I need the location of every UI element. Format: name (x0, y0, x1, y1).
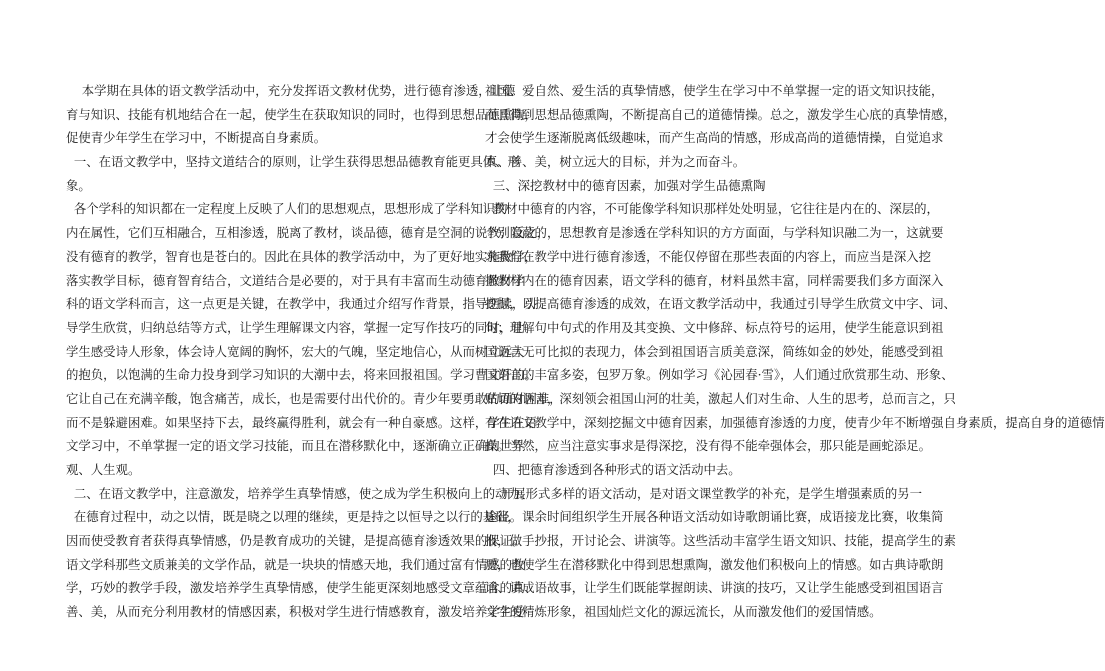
text-line: 挖掘，以提高德育渗透的成效，在语文教学活动中，我通过引导学生欣赏文中字、词、 (485, 296, 956, 312)
text-line: 文字的精炼形象，祖国灿烂文化的源远流长，从而激发他们的爱国情感。 (485, 604, 882, 620)
text-line: 本学期在具体的语文教学活动中，充分发挥语文教材优势，进行德育渗透，让德 (66, 83, 516, 98)
text-line: 个别隐蔽的，思想教育是渗透在学科知识的方方面面，与学科知识融二为一，这就要 (485, 225, 944, 241)
text-line: 求我们在教学中进行德育渗透，不能仅停留在那些表面的内容上，而应当是深入挖 (485, 248, 932, 264)
text-line: 诵、讲成语故事，让学生们既能掌握朗读、讲演的技巧，又让学生能感受到祖国语言 (485, 580, 944, 596)
text-line: 各个学科的知识都在一定程度上反映了人们的思想观点，思想形成了学科知识的 (66, 201, 508, 217)
text-line: 因而使受教育者获得真挚情感，仍是教育成功的关键，是提高德育渗透效果的保证。 (66, 533, 525, 549)
text-line: 真、善、美，树立远大的目标，并为之而奋斗。 (485, 154, 746, 170)
text-line: 国语言无可比拟的表现力，体会到祖国语言质美意深，简练如金的妙处，能感受到祖 (485, 343, 944, 359)
text-line: 教材中德育的内容，不可能像学科知识那样处处明显，它往往是内在的、深层的， (485, 201, 939, 217)
text-line: 而不是躲避困难。如果坚持下去，最终赢得胜利，就会有一种自豪感。这样，学生在语 (66, 414, 537, 430)
text-line: 在德育过程中，动之以情，既是晓之以理的继续，更是持之以恒导之以行的基础， (66, 509, 520, 525)
text-line: 导学生欣赏，归纳总结等方式，让学生理解课文内容，掌握一定写作技巧的同时，让 (66, 319, 525, 335)
text-line: 落实教学目标，德育智育结合，文道结合是必要的，对于具有丰富而生动德育教材学 (66, 272, 525, 288)
text-line: 才会使学生逐渐脱离低级趣味，而产生高尚的情感，形成高尚的道德情操，自觉追求 (485, 130, 944, 146)
text-line: 文学习中，不单掌握一定的语文学习技能，而且在潜移默化中，逐渐确立正确的世界 (66, 438, 525, 454)
text-line: 善、美，从而充分利用教材的情感因素，积极对学生进行情感教育，激发培养学生爱 (66, 604, 525, 620)
text-line: 掘教材内在的德育因素，语文学科的德育，材料虽然丰富，同样需要我们多方面深入 (485, 272, 944, 288)
text-line: 有在语文教学中，深刻挖掘文中德育因素，加强德育渗透的力度，使青少年不断增强自身素质，提高自身的道德情 (485, 414, 1105, 430)
text-line: 三、深挖教材中的德育因素，加强对学生品德熏陶 (485, 177, 766, 193)
text-line: 二、在语文教学中，注意激发，培养学生真挚情感，使之成为学生积极向上的动力。 (66, 485, 533, 501)
text-line: 促使青少年学生在学习中，不断提高自身素质。 (66, 130, 327, 146)
text-line: 报，做手抄报，开讨论会、讲演等。这些活动丰富学生语文知识、技能，提高学生的素 (485, 533, 956, 549)
right-text-column (485, 79, 1105, 624)
text-line: 象。 (66, 177, 91, 193)
text-line: 国语言的丰富多姿，包罗万象。例如学习《沁园春·雪》，人们通过欣赏那生动、形象、 (485, 367, 954, 383)
text-line: 它让自己在充满辛酸，饱含痛苦，成长，也是需要付出代价的。青少年要勇敢的面对困难， (66, 390, 562, 406)
text-line: 四、把德育渗透到各种形式的语文活动中去。 (485, 462, 741, 477)
text-line: 没有德育的教学，智育也是苍白的。因此在具体的教学活动中，为了更好地实施教学， (66, 248, 537, 264)
text-line: 内在属性，它们互相融合，互相渗透，脱离了教材，谈品德，德育是空洞的说教；反之， (66, 225, 550, 241)
text-line: 的抱负，以饱满的生命力投身到学习知识的大潮中去，将来回报祖国。学习曹文轩的。 (66, 367, 537, 383)
text-line: 操。当然，应当注意实事求是得深挖，没有得不能牵强体会，那只能是画蛇添足。 (485, 438, 932, 454)
text-line: 观、人生观。 (66, 462, 141, 477)
left-text-column (66, 79, 562, 624)
text-line: 祖国、爱自然、爱生活的真挚情感，使学生在学习中不单掌握一定的语文知识技能， (485, 83, 944, 98)
text-line: 开展形式多样的语文活动，是对语文课堂教学的补充，是学生增强素质的另一 (485, 485, 923, 501)
text-line: 学生感受诗人形象，体会诗人宽阔的胸怀，宏大的气魄，坚定地信心，从而树立远大 (66, 343, 525, 359)
text-line: 科的语文学科而言，这一点更是关键，在教学中，我通过介绍写作背景，指导朗读，引 (66, 296, 537, 312)
text-line: 质，也使学生在潜移默化中得到思想熏陶，激发他们积极向上的情感。如古典诗歌朗 (485, 556, 944, 572)
text-line: 语文学科那些文质兼美的文学作品，就是一块块的情感天地，我们通过富有情感的教 (66, 556, 525, 572)
text-line: 学，巧妙的教学手段，激发培养学生真挚情感，使学生能更深刻地感受文章蕴含的真、 (66, 580, 537, 596)
text-line: 而且得到思想品德熏陶，不断提高自己的道德情操。总之，激发学生心底的真挚情感， (485, 106, 956, 122)
text-line: 育与知识、技能有机地结合在一起，使学生在获取知识的同时，也得到思想品德熏陶， (66, 106, 537, 122)
text-line: 贴切的语言，深刻领会祖国山河的壮美，激起人们对生命、人生的思考，总而言之，只 (485, 390, 956, 406)
text-line: 一、在语文教学中，坚持文道结合的原则，让学生获得思想品德教育能更具体、形 (66, 154, 520, 170)
text-line: 句；理解句中句式的作用及其变换、文中修辞、标点符号的运用，使学生能意识到祖 (485, 319, 944, 335)
text-line: 途径。课余时间组织学生开展各种语文活动如诗歌朗诵比赛，成语接龙比赛，收集简 (485, 509, 944, 525)
